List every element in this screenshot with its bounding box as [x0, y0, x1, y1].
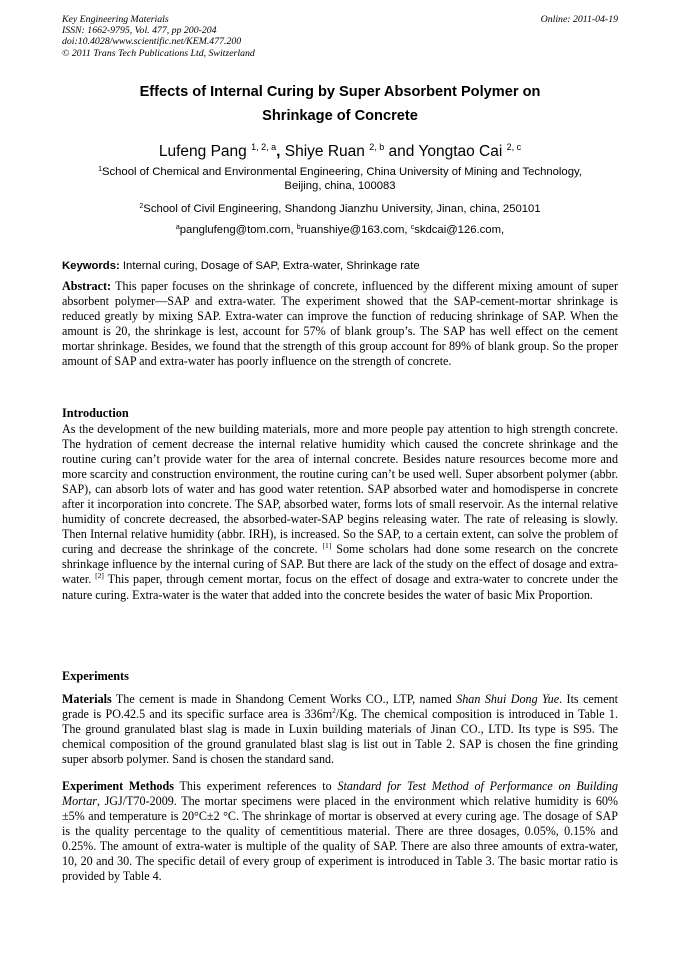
- methods-text: , JGJ/T70-2009. The mortar specimens were placed in the environment which relative humidity is 60%±5% and temperature is 20°C±2 °C. The shrinkage of mortar is observed at every curing age. The dosage of SAP is the quality percentage to the quality of cementitious material. There are three dosages, 0.05%, 0.15% and 0.25%. The amount of extra-water is multiple of the quality of SAP. There are also three amounts of extra-water, 10, 20 and 30. The specific detail of every group of experiment is introduced in Table 3. The basic mortar ratio is provided by Table 4.: [62, 794, 618, 884]
- intro-text: This paper, through cement mortar, focus on the effect of dosage and extra-water to concrete under the nature curing. Extra-water is the water that added into the concrete besides the water of basic Mix Proportion.: [62, 572, 618, 602]
- methods-paragraph: [62, 779, 618, 884]
- author-name: Lufeng Pang: [158, 143, 247, 160]
- abstract: [62, 279, 618, 369]
- author-name: Yongtao Cai: [418, 143, 503, 160]
- cement-brand: Shan Shui Dong Yue: [456, 692, 560, 706]
- affiliation-text: School of Civil Engineering, Shandong Jianzhu University, Jinan, china, 250101: [143, 203, 541, 215]
- doi-line: doi:10.4028/www.scientific.net/KEM.477.200: [62, 36, 242, 48]
- abstract-text: This paper focuses on the shrinkage of concrete, influenced by the different mixing amount of super absorbent polymer—SAP and extra-water. The experiment showed that the SAP-cement-mortar shrinkage is reduced greatly by mixing SAP. Extra-water can improve the function of reducing shrinkage of SAP. When the amount is 20, the shrinkage is lest, account for 57% of blank group’s. The SAP has well effect on the cement mortar shrinkage. Besides, we found that the strength of this group account for 89% of blank group. So the proper amount of SAP and extra-water has poorly influence on the strength of concrete.: [62, 279, 618, 369]
- materials-label: Materials: [62, 692, 112, 706]
- materials-text: The cement is made in Shandong Cement Works CO., LTP, named: [111, 692, 457, 706]
- keywords: [62, 259, 618, 273]
- affiliation-1: [62, 163, 618, 193]
- introduction-heading: Introduction: [62, 406, 129, 420]
- unit-exponent: 2: [332, 706, 336, 716]
- author-separator: and: [384, 143, 419, 160]
- email-mark: c: [410, 224, 415, 231]
- experiments-heading: Experiments: [62, 669, 129, 683]
- online-date: Online: 2011-04-19: [540, 14, 618, 25]
- title-line-2: Shrinkage of Concrete: [262, 108, 418, 124]
- issn-line: ISSN: 1662-9795, Vol. 477, pp 200-204: [62, 25, 217, 37]
- paper-title: [62, 80, 618, 128]
- email-line: [62, 221, 618, 237]
- author-name: Shiye Ruan: [284, 143, 365, 160]
- title-line-1: Effects of Internal Curing by Super Absorbent Polymer on: [139, 84, 541, 100]
- author-list: [62, 137, 618, 162]
- materials-text: /Kg. The chemical composition is introduced in Table 1. The ground granulated blast slag is made in Luxin building materials of Jinan CO., LTD. Its type is S95. The chemical composition of the ground granulated blast slag is list out in Table 2. SAP is chosen the fine grinding super absorb polymer. Sand is chosen the standard sand.: [62, 707, 618, 767]
- affiliation-text: School of Chemical and Environmental Engineering, China University of Mining and Technology,: [101, 166, 582, 178]
- email-address: panglufeng@tom.com,: [179, 224, 297, 236]
- affiliation-2: [62, 200, 618, 216]
- materials-paragraph: [62, 692, 618, 767]
- keywords-label: Keywords:: [62, 260, 120, 272]
- methods-label: Experiment Methods: [62, 779, 174, 793]
- journal-header: [62, 14, 618, 59]
- citation-ref: [2]: [95, 571, 104, 581]
- materials-text: . Its cement grade is PO.42.5 and its specific surface area is 336m: [62, 692, 618, 722]
- journal-name: Key Engineering Materials: [62, 14, 169, 25]
- affiliation-mark: 1: [98, 166, 102, 173]
- intro-text: Some scholars had done some research on the concrete shrinkage influence by the internal curing of SAP. But there are lack of the study on the effect of dosage and extra-water.: [62, 542, 618, 587]
- author-affiliation-mark: 2, c: [506, 142, 522, 152]
- email-address: skdcai@126.com,: [414, 224, 505, 236]
- email-address: ruanshiye@163.com,: [300, 224, 411, 236]
- author-affiliation-mark: 1, 2, a: [251, 142, 277, 152]
- author-separator: ,: [276, 143, 285, 160]
- affiliation-text: Beijing, china, 100083: [284, 180, 396, 193]
- copyright-line: © 2011 Trans Tech Publications Ltd, Switzerland: [62, 47, 255, 59]
- email-mark: a: [175, 224, 180, 231]
- email-mark: b: [296, 224, 301, 231]
- methods-text: This experiment references to: [173, 779, 338, 793]
- keywords-text: Internal curing, Dosage of SAP, Extra-water, Shrinkage rate: [119, 260, 420, 272]
- intro-text: As the development of the new building materials, more and more people pay attention to high strength concrete. The hydration of cement decrease the internal relative humidity which caused the concrete shrinkage and the routine curing can’t provide water for the area of internal concrete. Besides nature resources become more and more scarcity and construction environment, the routine curing can’t be used well. Super absorbent polymer (abbr. SAP), can absorb lots of water and has good water retention. SAP absorbed water and homodisperse in concrete after it incorporation into concrete. The SAP, absorbed water, forms lots of small reservoir. As the internal relative humidity of concrete decreased, the absorbed-water-SAP begins releasing water. The rate of releasing is slowly. Then Internal relative humidity (abbr. IRH), is increased. So the SAP, to a certain extent, can solve the problem of curing and decrease the shrinkage of the concrete.: [62, 422, 618, 557]
- affiliation-mark: 2: [139, 203, 144, 210]
- citation-ref: [1]: [322, 541, 332, 551]
- abstract-label: Abstract:: [62, 279, 112, 293]
- author-affiliation-mark: 2, b: [369, 142, 385, 152]
- standard-title: Standard for Test Method of Performance on Building Mortar: [62, 779, 618, 809]
- introduction-body: [62, 422, 618, 603]
